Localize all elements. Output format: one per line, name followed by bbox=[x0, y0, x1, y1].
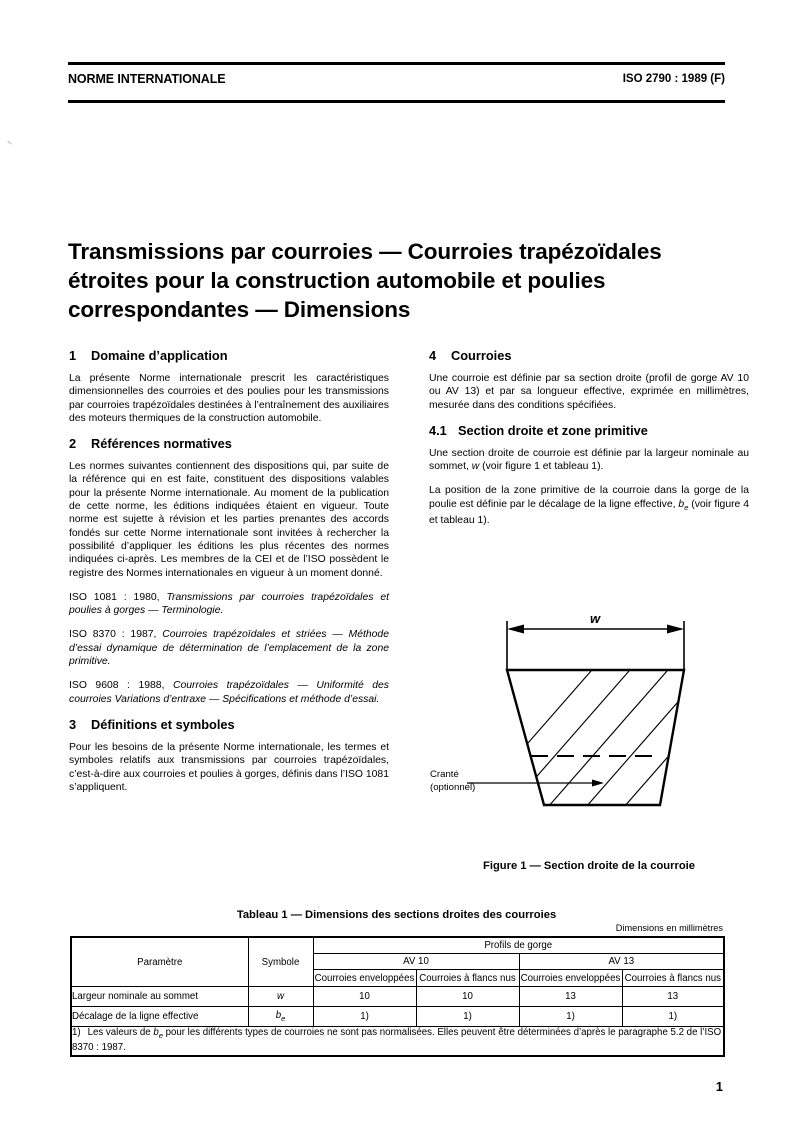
callout-line-2: (optionnel) bbox=[430, 781, 476, 793]
section-heading-4-1 bbox=[429, 423, 749, 438]
reference-1-title: Transmissions par courroies trapézoïdales et poulies à gorges — Terminologie. bbox=[69, 591, 389, 617]
header-rule-top bbox=[68, 62, 725, 65]
col-header-parameter: Paramètre bbox=[71, 937, 248, 987]
right-column bbox=[429, 348, 749, 538]
table-body bbox=[71, 987, 724, 1056]
reference-3-label: ISO 9608 : 1988, bbox=[69, 680, 173, 692]
section-title-2: Références normatives bbox=[91, 436, 232, 452]
section-heading-1 bbox=[69, 348, 389, 363]
section-title-1: Domaine d’application bbox=[91, 348, 228, 363]
paragraph-2-text-b: (voir figure 4 et tableau 1). bbox=[429, 498, 750, 527]
row-0-value-2: 13 bbox=[519, 987, 622, 1007]
symbol-be bbox=[678, 499, 688, 510]
section-4-1-paragraph-2 bbox=[429, 484, 749, 527]
reference-2-label: ISO 8370 : 1987, bbox=[69, 629, 163, 641]
table-1-title: Tableau 1 — Dimensions des sections droites des courroies bbox=[236, 909, 557, 921]
footnote-text-b: pour les différents types de courroies ne sont pas normalisées. Elles peuvent être déterminées d’après le paragraphe 5.2 de l’ISO 8370 : 1987. bbox=[72, 1027, 722, 1054]
section-3-paragraph: Pour les besoins de la présente Norme internationale, les termes et symboles relatifs aux transmissions par courroies trapézoïdales, c’est-à-dire aux courroies et poulies à gorges, définis dans l’ISO 1081 s’appliquent. bbox=[69, 741, 389, 793]
left-column bbox=[69, 348, 389, 794]
table-footnote-row bbox=[71, 1027, 724, 1056]
section-number-2: 2 bbox=[69, 436, 77, 452]
col-header-av10-enveloppees: Courroies enveloppées bbox=[313, 970, 416, 987]
arrowhead-left-icon bbox=[507, 625, 524, 634]
symbol-be-subscript: e bbox=[684, 502, 689, 512]
row-0-value-0: 10 bbox=[313, 987, 416, 1007]
row-1-value-3: 1) bbox=[622, 1007, 724, 1027]
row-1-symbol-base: b bbox=[275, 1010, 282, 1022]
reference-3-title: Courroies trapézoïdales — Uniformité des courroies Variations d’entraxe — Spécifications et méthode d’essai. bbox=[69, 680, 390, 705]
row-0-value-1: 10 bbox=[416, 987, 519, 1007]
row-1-value-0: 1) bbox=[313, 1007, 416, 1027]
section-title-3: Définitions et symboles bbox=[91, 716, 235, 732]
col-header-av13-flancs-nus: Courroies à flancs nus bbox=[622, 970, 724, 987]
col-header-av10: AV 10 bbox=[313, 954, 519, 970]
footnote-symbol-base: b bbox=[153, 1027, 159, 1038]
reference-2-title: Courroies trapézoïdales et striées — Méthode d’essai dynamique de détermination de l’emplacement de la zone primitive. bbox=[69, 629, 389, 668]
row-1-symbol-subscript: e bbox=[281, 1013, 286, 1023]
figure-callout-cranté bbox=[430, 769, 475, 794]
section-heading-3 bbox=[69, 717, 389, 732]
paragraph-2-text-a: La position de la zone primitive de la courroie dans la gorge de la poulie est définie par le décalage de la ligne effective, bbox=[429, 485, 749, 510]
table-row bbox=[71, 1007, 724, 1027]
figure-1-drawing bbox=[420, 600, 770, 850]
row-1-value-2: 1) bbox=[519, 1007, 622, 1027]
header-standard-number: ISO 2790 : 1989 (F) bbox=[622, 73, 725, 85]
footnote-symbol-be bbox=[153, 1027, 163, 1038]
section-title-4-1: Section droite et zone primitive bbox=[458, 422, 648, 438]
callout-line-1: Cranté bbox=[430, 769, 459, 780]
symbol-w: w bbox=[471, 461, 480, 473]
section-number-4: 4 bbox=[429, 348, 437, 363]
footnote-marker: 1) bbox=[72, 1027, 81, 1038]
reference-1-label: ISO 1081 : 1980, bbox=[69, 591, 167, 603]
arrowhead-right-icon bbox=[667, 625, 684, 634]
normative-reference-1 bbox=[69, 591, 389, 618]
table-1-units-note: Dimensions en millimètres bbox=[615, 923, 723, 933]
col-header-groove-profiles: Profils de gorge bbox=[313, 937, 724, 954]
paragraph-1-text-b: (voir figure 1 et tableau 1). bbox=[479, 461, 604, 473]
section-1-paragraph: La présente Norme internationale prescrit les caractéristiques dimensionnelles des courroies et des poulies pour les transmissions par courroies trapézoïdales destinées à l’entraînement des auxiliaires des moteurs thermiques de la construction automobile. bbox=[69, 373, 389, 424]
section-4-paragraph: Une courroie est définie par sa section droite (profil de gorge AV 10 ou AV 13) et par sa longueur effective, exprimée en millimètres, mesurée dans des conditions spécifiées. bbox=[429, 373, 749, 411]
table-footnote bbox=[71, 1027, 724, 1056]
figure-1-caption-text: Figure 1 — Section droite de la courroie bbox=[483, 860, 695, 872]
section-2-paragraph: Les normes suivantes contiennent des dispositions qui, par suite de la référence qui en est faite, constituent des dispositions valables pour la présente Norme internationale. Au moment de la publication de cette norme, les éditions indiquées étaient en vigueur. Toute norme est sujette à révision et les parties prenantes des accords fondés sur cette Norme internationale sont invitées à rechercher la possibilité d’appliquer les éditions les plus récentes des normes indiquées ci-après. Les membres de la CEI et de l’ISO possèdent le registre des Normes internationales en vigueur à un moment donné. bbox=[69, 461, 389, 579]
row-0-value-3: 13 bbox=[622, 987, 724, 1007]
footnote-symbol-subscript: e bbox=[158, 1030, 163, 1040]
normative-reference-3 bbox=[69, 679, 389, 706]
belt-cross-section-svg bbox=[420, 600, 770, 850]
col-header-av13-enveloppees: Courroies enveloppées bbox=[519, 970, 622, 987]
header-rule-bottom bbox=[68, 100, 725, 103]
section-heading-2 bbox=[69, 436, 389, 451]
callout-arrowhead-icon bbox=[592, 780, 604, 787]
row-1-symbol bbox=[248, 1007, 313, 1027]
section-number-1: 1 bbox=[69, 348, 77, 363]
section-hatching bbox=[465, 655, 770, 815]
page-title: Transmissions par courroies — Courroies trapézoïdales étroites pour la construction automobile et poulies correspondantes — Dimensions bbox=[68, 239, 662, 323]
row-0-symbol: w bbox=[248, 987, 313, 1007]
table-row bbox=[71, 987, 724, 1007]
symbol-be-base: b bbox=[678, 498, 685, 510]
table-head bbox=[71, 937, 724, 987]
section-title-4: Courroies bbox=[451, 348, 512, 363]
header-standard-type: NORME INTERNATIONALE bbox=[68, 72, 226, 86]
col-header-symbol: Symbole bbox=[248, 937, 313, 987]
dimension-label-w: w bbox=[589, 611, 601, 626]
section-4-1-paragraph-1 bbox=[429, 447, 749, 474]
col-header-av13: AV 13 bbox=[519, 954, 724, 970]
figure-1-caption bbox=[429, 860, 749, 872]
scan-artifact bbox=[7, 141, 11, 145]
row-1-value-1: 1) bbox=[416, 1007, 519, 1027]
row-1-parameter: Décalage de la ligne effective bbox=[71, 1007, 248, 1027]
section-number-3: 3 bbox=[69, 716, 77, 732]
normative-reference-2 bbox=[69, 628, 389, 668]
section-heading-4 bbox=[429, 348, 749, 363]
row-0-parameter: Largeur nominale au sommet bbox=[71, 987, 248, 1007]
section-number-4-1: 4.1 bbox=[429, 422, 447, 438]
paragraph-1-text-a: Une section droite de courroie est définie par la largeur nominale au sommet, bbox=[429, 447, 749, 473]
col-header-av10-flancs-nus: Courroies à flancs nus bbox=[416, 970, 519, 987]
page-number: 1 bbox=[715, 1079, 723, 1094]
table-1-dimensions bbox=[70, 936, 725, 1057]
footnote-text-a: Les valeurs de bbox=[87, 1027, 154, 1038]
table-header-row-1 bbox=[71, 937, 724, 954]
